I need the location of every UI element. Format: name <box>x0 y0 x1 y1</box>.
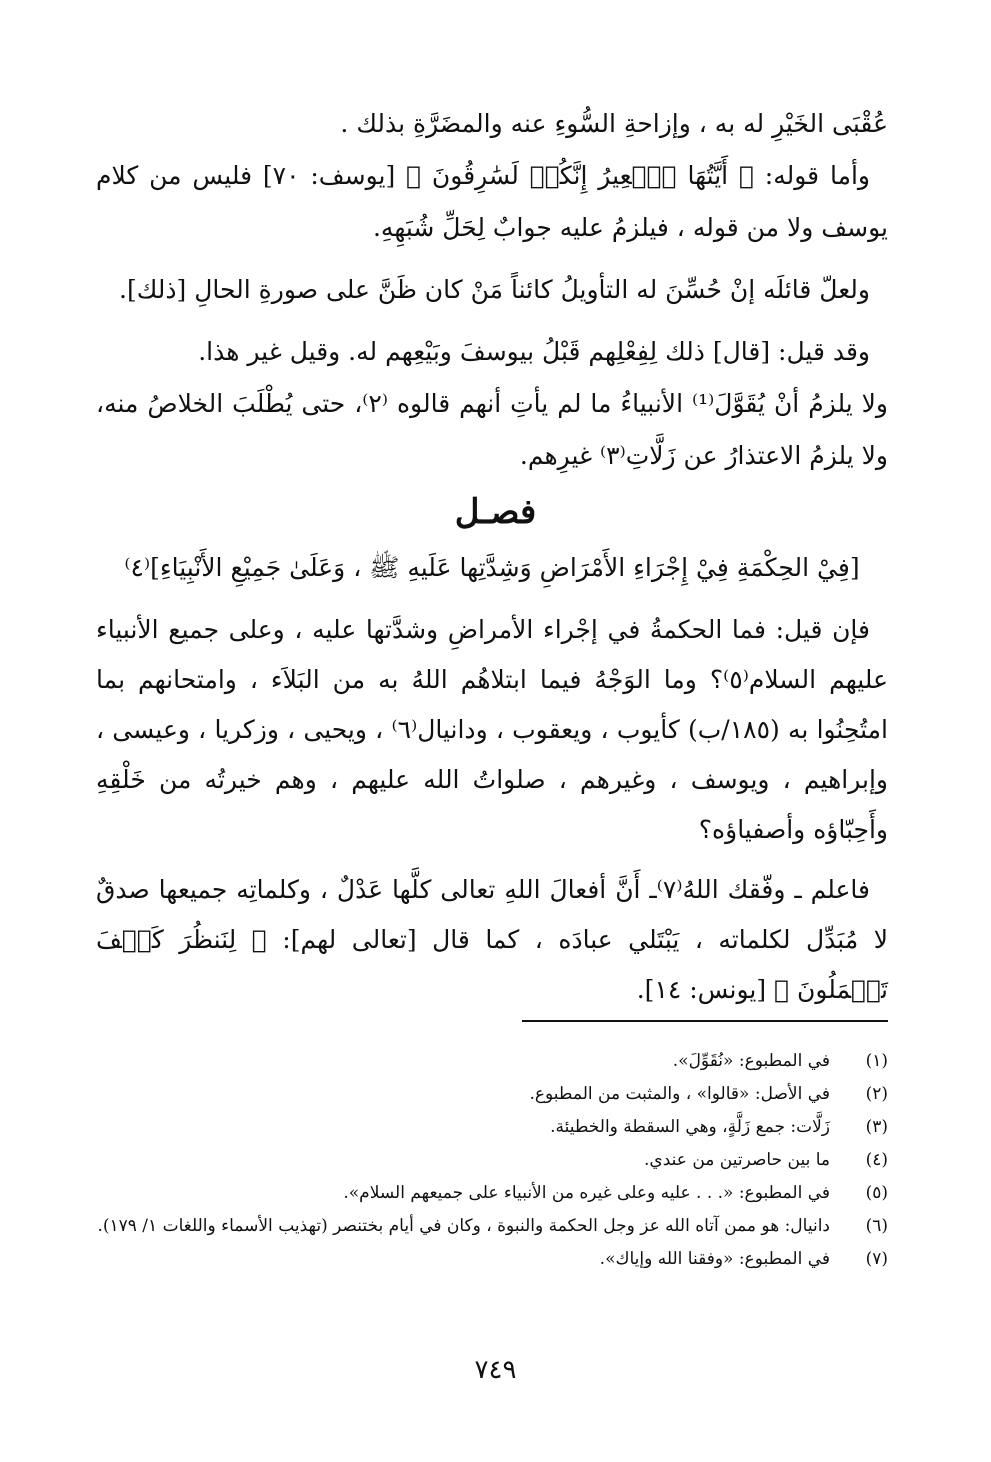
footnote-divider <box>522 1020 888 1022</box>
paragraph: وأما قوله: ﴿ أَيَّتُهَا ٱلۡعِيرُ إِنَّكُمۡ لَسَٰرِقُونَ ﴾ [يوسف: ٧٠] فليس من كلام يوسف ولا من قوله ، فيلزمُ عليه جوابٌ لِحَلِّ شُبَهِهِ. <box>96 161 888 242</box>
footnote-text: في المطبوع: «. . . عليه وعلى غيره من الأنبياء على جميعهم السلام». <box>343 1183 830 1203</box>
footnote <box>96 1045 888 1078</box>
footnote-text: زَلَّات: جمع زَلَّةٍ، وهي السقطة والخطيئة. <box>550 1117 830 1137</box>
footnote-number: (٥) <box>865 1183 888 1203</box>
paragraph: فإن قيل: فما الحكمةُ في إجْراء الأمراضِ وشدَّتها عليه ، وعلى جميع الأنبياء عليهم السلام⁽٥⁾؟ وما الوَجْهُ فيما ابتلاهُم اللهُ به من البَلاَء ، وامتحانهم بما امتُحِنُوا به (١٨٥/ب) كأيوب ، ويعقوب ، ودانيال⁽٦⁾ ، ويحيى ، وزكريا ، وعيسى ، وإبراهيم ، ويوسف ، وغيرهم ، صلواتُ الله عليهم ، وهم خيرتُه من خَلْقِهِ وأَحِبّاؤه وأصفياؤه؟ <box>96 615 888 844</box>
paragraph: ولعلّ قائلَه إنْ حُسِّنَ له التأويلُ كائناً مَنْ كان ظَنَّ على صورةِ الحالِ [ذلك]. <box>119 275 870 304</box>
page-number: ٧٤٩ <box>474 1355 517 1385</box>
section-heading: فصـل <box>454 492 537 532</box>
footnote-text: في المطبوع: «وفقنا الله وإياك». <box>599 1249 830 1269</box>
footnote-text: في الأصل: «قالوا» ، والمثبت من المطبوع. <box>529 1084 830 1104</box>
paragraph: فاعلم ـ وفّقك اللهُ⁽٧⁾ـ أَنَّ أفعالَ اللهِ تعالى كلَّها عَدْلٌ ، وكلماتِه جميعها صدقٌ لا مُبَدِّل لكلماته ، يَبْتَلي عبادَه ، كما قال [تعالى لهم]: ﴿ لِنَنظُرَ كَيۡفَ تَعۡمَلُونَ ﴾ [يونس: ١٤]. <box>96 875 888 1004</box>
footnote-number: (٧) <box>865 1249 888 1269</box>
footnote <box>96 1210 888 1243</box>
footnote <box>96 1144 888 1177</box>
footnote-text: دانيال: هو ممن آتاه الله عز وجل الحكمة والنبوة ، وكان في أيام بختنصر (تهذيب الأسماء واللغات ١/ ١٧٩). <box>97 1216 830 1236</box>
footnote-number: (٤) <box>865 1150 888 1170</box>
footnote-text: ما بين حاصرتين من عندي. <box>644 1150 830 1170</box>
paragraph: ولا يلزمُ أنْ يُقَوَّلَ⁽¹⁾ الأنبياءُ ما لم يأتِ أنهم قالوه ⁽٢⁾، حتى يُطْلَبَ الخلاصُ منه، ولا يلزمُ الاعتذارُ عن زَلَّاتِ⁽٣⁾ غيرِهم. <box>96 389 888 470</box>
footnote-number: (١) <box>865 1051 888 1071</box>
section-subheading: [فِيْ الحِكْمَةِ فِيْ إِجْرَاءِ الأَمْرَاضِ وَشِدَّتِها عَلَيهِ ﷺ ، وَعَلَىٰ جَمِيْعِ الأَنْبِيَاءِ]⁽٤⁾ <box>124 553 860 582</box>
top-text-block <box>96 98 888 482</box>
footnote-number: (٢) <box>865 1084 888 1104</box>
section-text-block <box>96 605 888 1015</box>
footnote <box>96 1243 888 1276</box>
footnote-number: (٦) <box>865 1216 888 1236</box>
footnote <box>96 1078 888 1111</box>
footnotes <box>96 1045 888 1276</box>
footnote-number: (٣) <box>865 1117 888 1137</box>
footnote <box>96 1111 888 1144</box>
paragraph: وقد قيل: [قال] ذلك لِفِعْلِهم قَبْلُ بيوسفَ وبَيْعِهم له. وقيل غير هذا. <box>198 337 870 366</box>
footnote-text: في المطبوع: «نُقَوِّلَ». <box>672 1051 830 1071</box>
paragraph: عُقْبَى الخَيْرِ له به ، وإزاحةِ السُّوءِ عنه والمضَرَّةِ بذلك . <box>340 109 888 138</box>
footnote <box>96 1177 888 1210</box>
